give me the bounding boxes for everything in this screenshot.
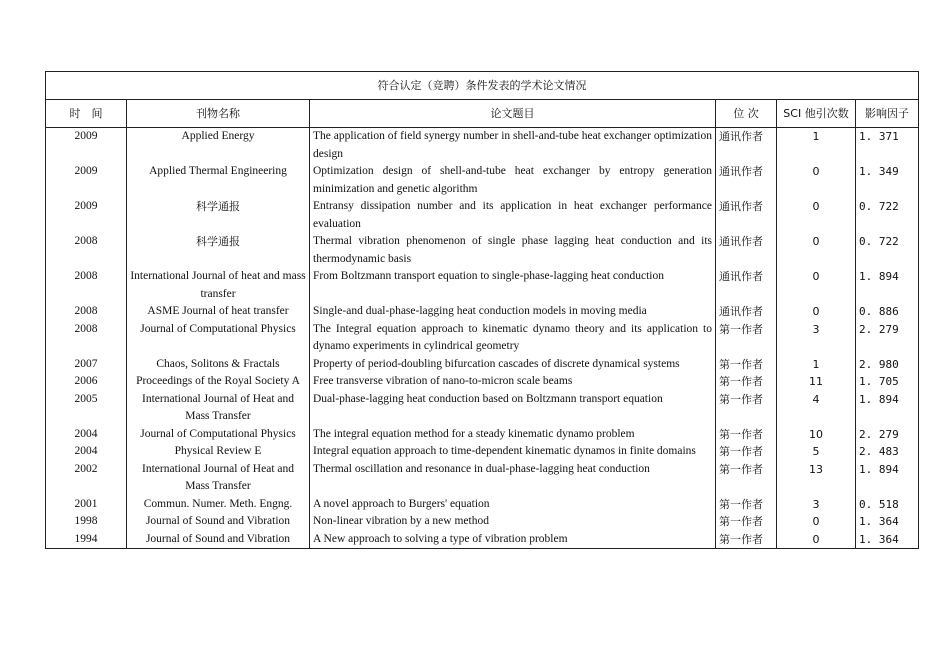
- author-position: 第一作者: [716, 461, 777, 496]
- journal: Journal of Computational Physics: [127, 321, 310, 356]
- paper-title: Property of period-doubling bifurcation cascades of discrete dynamical systems: [310, 356, 716, 374]
- journal: Commun. Numer. Meth. Engng.: [127, 496, 310, 514]
- journal: Physical Review E: [127, 443, 310, 461]
- header-title: 论文题目: [310, 100, 716, 128]
- journal: International Journal of Heat and Mass Transfer: [127, 461, 310, 496]
- publications-table: [45, 71, 919, 549]
- impact-factor: 1. 364: [856, 531, 919, 549]
- journal: Journal of Sound and Vibration: [127, 531, 310, 549]
- citation-count: 0: [777, 198, 856, 233]
- impact-factor: 1. 349: [856, 163, 919, 198]
- year: 2006: [46, 373, 127, 391]
- citation-count: 0: [777, 268, 856, 303]
- header-row: [46, 100, 919, 128]
- impact-factor: 1. 894: [856, 461, 919, 496]
- year: 2001: [46, 496, 127, 514]
- year: 2005: [46, 391, 127, 426]
- paper-title: A New approach to solving a type of vibration problem: [310, 531, 716, 549]
- paper-title: Single-and dual-phase-lagging heat conduction models in moving media: [310, 303, 716, 321]
- citation-count: 10: [777, 426, 856, 444]
- author-position: 第一作者: [716, 443, 777, 461]
- citation-count: 3: [777, 321, 856, 356]
- paper-title: Thermal vibration phenomenon of single phase lagging heat conduction and its thermodynamic basis: [310, 233, 716, 268]
- table-title: 符合认定（竞聘）条件发表的学术论文情况: [46, 72, 919, 100]
- paper-title: Integral equation approach to time-dependent kinematic dynamos in finite domains: [310, 443, 716, 461]
- year: 2009: [46, 128, 127, 164]
- table-row: [46, 233, 919, 268]
- table-row: [46, 356, 919, 374]
- author-position: 第一作者: [716, 531, 777, 549]
- citation-count: 0: [777, 163, 856, 198]
- table-row: [46, 303, 919, 321]
- journal: Applied Energy: [127, 128, 310, 164]
- header-journal: 刊物名称: [127, 100, 310, 128]
- citation-count: 3: [777, 496, 856, 514]
- table-row: [46, 496, 919, 514]
- impact-factor: 2. 279: [856, 321, 919, 356]
- table-row: [46, 268, 919, 303]
- author-position: 通讯作者: [716, 233, 777, 268]
- table-row: [46, 513, 919, 531]
- citation-count: 5: [777, 443, 856, 461]
- impact-factor: 0. 886: [856, 303, 919, 321]
- paper-title: The integral equation method for a steady kinematic dynamo problem: [310, 426, 716, 444]
- impact-factor: 2. 279: [856, 426, 919, 444]
- table-row: [46, 163, 919, 198]
- journal: Journal of Computational Physics: [127, 426, 310, 444]
- journal: 科学通报: [127, 198, 310, 233]
- table-row: [46, 426, 919, 444]
- journal: International Journal of Heat and Mass Transfer: [127, 391, 310, 426]
- year: 2009: [46, 198, 127, 233]
- author-position: 通讯作者: [716, 198, 777, 233]
- table-row: [46, 443, 919, 461]
- year: 2008: [46, 233, 127, 268]
- journal: Applied Thermal Engineering: [127, 163, 310, 198]
- citation-count: 0: [777, 513, 856, 531]
- paper-title: From Boltzmann transport equation to single-phase-lagging heat conduction: [310, 268, 716, 303]
- citation-count: 0: [777, 303, 856, 321]
- table-row: [46, 373, 919, 391]
- journal: ASME Journal of heat transfer: [127, 303, 310, 321]
- table-row: [46, 461, 919, 496]
- paper-title: Entransy dissipation number and its application in heat exchanger performance evaluation: [310, 198, 716, 233]
- citation-count: 13: [777, 461, 856, 496]
- citation-count: 0: [777, 233, 856, 268]
- author-position: 第一作者: [716, 373, 777, 391]
- journal: Journal of Sound and Vibration: [127, 513, 310, 531]
- impact-factor: 1. 371: [856, 128, 919, 164]
- journal: International Journal of heat and mass transfer: [127, 268, 310, 303]
- paper-title: Thermal oscillation and resonance in dual-phase-lagging heat conduction: [310, 461, 716, 496]
- author-position: 第一作者: [716, 321, 777, 356]
- table-row: [46, 198, 919, 233]
- year: 2008: [46, 321, 127, 356]
- author-position: 第一作者: [716, 391, 777, 426]
- impact-factor: 1. 894: [856, 391, 919, 426]
- year: 2004: [46, 426, 127, 444]
- impact-factor: 0. 722: [856, 198, 919, 233]
- year: 2009: [46, 163, 127, 198]
- author-position: 第一作者: [716, 513, 777, 531]
- author-position: 第一作者: [716, 426, 777, 444]
- citation-count: 1: [777, 356, 856, 374]
- header-citations: SCI 他引次数: [777, 100, 856, 128]
- header-year: 时 间: [46, 100, 127, 128]
- year: 1994: [46, 531, 127, 549]
- citation-count: 4: [777, 391, 856, 426]
- journal: 科学通报: [127, 233, 310, 268]
- year: 2008: [46, 268, 127, 303]
- year: 2008: [46, 303, 127, 321]
- journal: Chaos, Solitons & Fractals: [127, 356, 310, 374]
- year: 1998: [46, 513, 127, 531]
- citation-count: 0: [777, 531, 856, 549]
- impact-factor: 2. 483: [856, 443, 919, 461]
- table-row: [46, 321, 919, 356]
- table-row: [46, 128, 919, 164]
- paper-title: Non-linear vibration by a new method: [310, 513, 716, 531]
- paper-title: The Integral equation approach to kinematic dynamo theory and its application to dynamo experiments in cylindrical geometry: [310, 321, 716, 356]
- impact-factor: 2. 980: [856, 356, 919, 374]
- year: 2002: [46, 461, 127, 496]
- journal: Proceedings of the Royal Society A: [127, 373, 310, 391]
- author-position: 通讯作者: [716, 268, 777, 303]
- impact-factor: 0. 722: [856, 233, 919, 268]
- header-impact: 影响因子: [856, 100, 919, 128]
- citation-count: 1: [777, 128, 856, 164]
- paper-title: Dual-phase-lagging heat conduction based on Boltzmann transport equation: [310, 391, 716, 426]
- citation-count: 11: [777, 373, 856, 391]
- author-position: 第一作者: [716, 496, 777, 514]
- author-position: 第一作者: [716, 356, 777, 374]
- table-row: [46, 531, 919, 549]
- paper-title: Free transverse vibration of nano-to-micron scale beams: [310, 373, 716, 391]
- impact-factor: 1. 894: [856, 268, 919, 303]
- header-position: 位 次: [716, 100, 777, 128]
- paper-title: A novel approach to Burgers' equation: [310, 496, 716, 514]
- year: 2007: [46, 356, 127, 374]
- author-position: 通讯作者: [716, 163, 777, 198]
- paper-title: Optimization design of shell-and-tube heat exchanger by entropy generation minimization and genetic algorithm: [310, 163, 716, 198]
- author-position: 通讯作者: [716, 303, 777, 321]
- year: 2004: [46, 443, 127, 461]
- author-position: 通讯作者: [716, 128, 777, 164]
- impact-factor: 0. 518: [856, 496, 919, 514]
- table-row: [46, 391, 919, 426]
- impact-factor: 1. 364: [856, 513, 919, 531]
- paper-title: The application of field synergy number in shell-and-tube heat exchanger optimization design: [310, 128, 716, 164]
- impact-factor: 1. 705: [856, 373, 919, 391]
